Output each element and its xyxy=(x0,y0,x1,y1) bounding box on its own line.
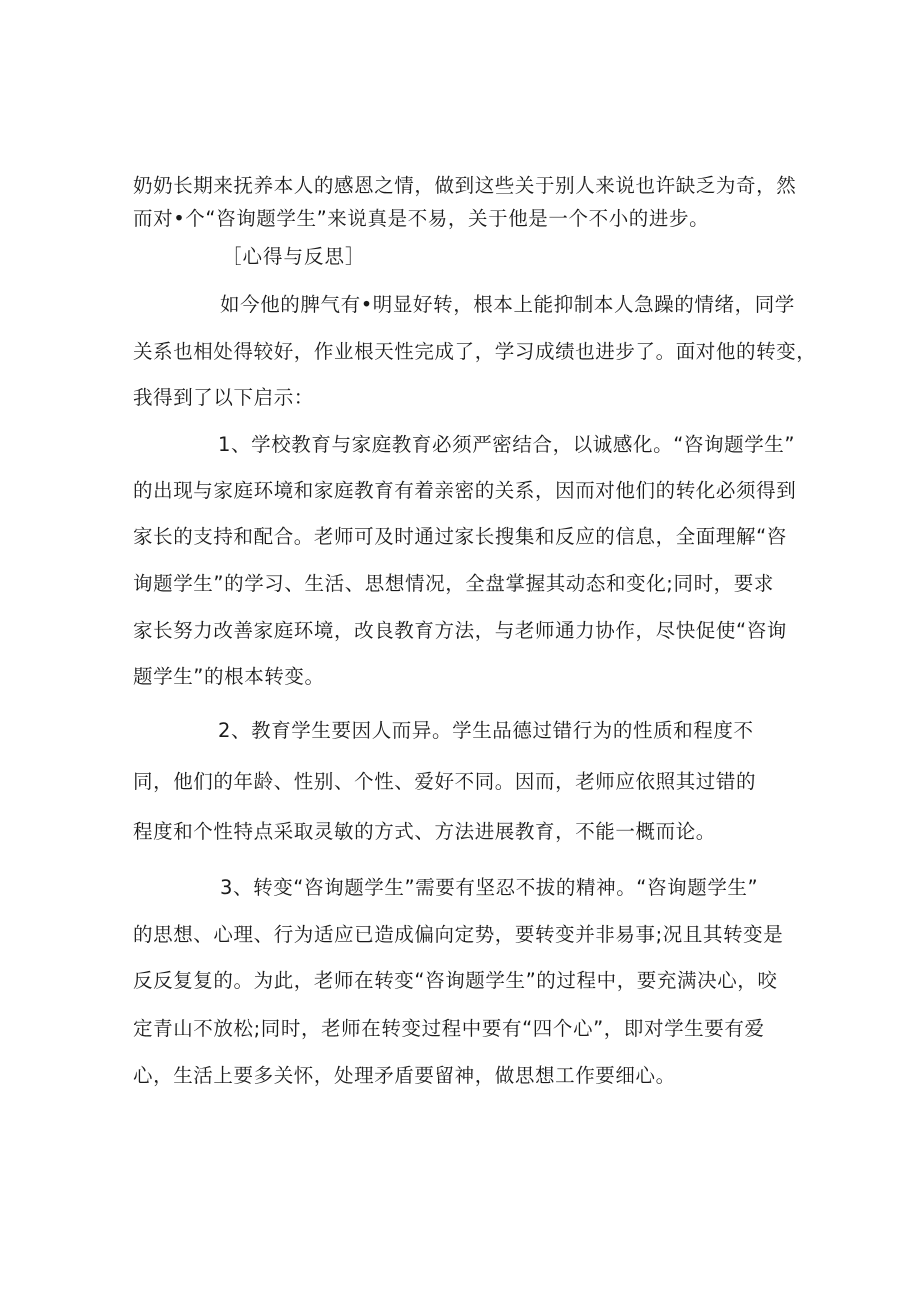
text-line: 程度和个性特点采取灵敏的方式、方法进展教育，不能一概而论。 xyxy=(133,820,716,843)
text-line: 题学生”的根本转变。 xyxy=(133,665,325,688)
text-line: 反反复复的。为此，老师在转变“咨询题学生”的过程中，要充满决心，咬 xyxy=(133,969,778,992)
text-line: 2、教育学生要因人而异。学生品德过错行为的性质和程度不 xyxy=(218,719,754,742)
text-line: 心，生活上要多关怀，处理矛盾要留神，做思想工作要细心。 xyxy=(133,1064,676,1087)
text-line: 的思想、心理、行为适应已造成偏向定势，要转变并非易事;况且其转变是 xyxy=(133,923,784,946)
text-line: 同，他们的年龄、性别、个性、爱好不同。因而，老师应依照其过错的 xyxy=(133,770,757,793)
text-line: 1、学校教育与家庭教育必须严密结合，以诚感化。“咨询题学生” xyxy=(218,433,796,456)
text-line: 定青山不放松;同时，老师在转变过程中要有“四个心”，即对学生要有爱 xyxy=(133,1017,765,1040)
text-line: 家长努力改善家庭环境，改良教育方法，与老师通力协作，尽快促使“咨询 xyxy=(133,619,787,642)
text-line: 我得到了以下启示： xyxy=(133,386,314,409)
text-line: 奶奶长期来抚养本人的感恩之情，做到这些关于别人来说也许缺乏为奇，然 xyxy=(133,174,797,197)
text-line: 3、转变“咨询题学生”需要有坚忍不拔的精神。“咨询题学生” xyxy=(220,876,759,899)
text-line: 询题学生”的学习、生活、思想情况，全盘掌握其动态和变化;同时，要求 xyxy=(133,572,774,595)
text-line: 如今他的脾气有•明显好转，根本上能抑制本人急躁的情绪，同学 xyxy=(220,293,795,316)
text-line: 关系也相处得较好，作业根天性完成了，学习成绩也进步了。面对他的转变， xyxy=(133,340,817,363)
text-line: 家长的支持和配合。老师可及时通过家长搜集和反应的信息，全面理解“咨 xyxy=(133,525,787,548)
text-line: 而对•个“咨询题学生”来说真是不易，关于他是一个不小的进步。 xyxy=(133,207,710,230)
section-heading: ［心得与反思］ xyxy=(222,245,366,268)
text-line: 的出现与家庭环境和家庭教育有着亲密的关系，因而对他们的转化必须得到 xyxy=(133,479,797,502)
